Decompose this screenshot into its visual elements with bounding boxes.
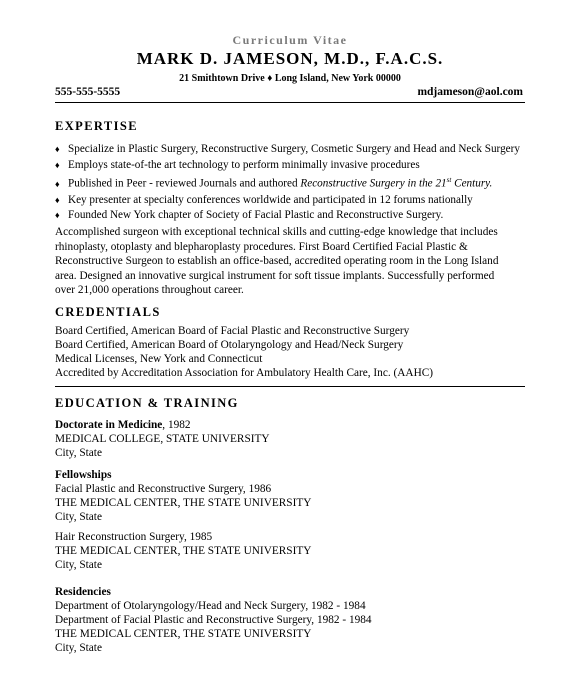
credentials-divider: [55, 386, 525, 387]
school-name: MEDICAL COLLEGE, STATE UNIVERSITY: [55, 433, 270, 445]
fellowships-title: Fellowships: [55, 469, 112, 481]
list-item: Accredited by Accreditation Association for Ambulatory Health Care, Inc. (AAHC): [55, 367, 434, 379]
list-item: Medical Licenses, New York and Connecticut: [55, 353, 263, 365]
cv-label: Curriculum Vitae: [232, 33, 348, 47]
address-city: Long Island, New York 00000: [274, 73, 401, 84]
fellowship-entry-2: Hair Reconstruction Surgery, 1985 THE MEDICAL CENTER, THE STATE UNIVERSITY City, State: [55, 531, 312, 571]
credentials-list: [55, 324, 525, 380]
list-item: ♦ Founded New York chapter of Society of Facial Plastic and Reconstructive Surgery.: [55, 208, 525, 224]
credentials-heading: CREDENTIALS: [55, 305, 161, 319]
list-item: ♦ Published in Peer - reviewed Journals and authored Reconstructive Surgery in the 21st Century.: [55, 173, 525, 192]
expertise-summary: Accomplished surgeon with exceptional technical skills and cutting-edge knowledge that includes rhinoplasty, otoplasty and blepharoplasty procedures. First Board Certified Facial Plastic & Reconstructive Surgeon to establish an office-based, accredited operating room in the Long Island area. Designed an innovative surgical instrument for soft tissue implants. Successfully performed over 21,000 operations throughout career.: [55, 226, 499, 296]
diamond-bullet-icon: ♦: [55, 178, 60, 189]
book-title: Reconstructive Surgery in the 21: [300, 177, 447, 190]
header-divider: [55, 102, 525, 103]
diamond-bullet-icon: ♦: [55, 194, 60, 205]
diamond-bullet-icon: ♦: [55, 144, 60, 154]
address-separator: ♦: [267, 73, 273, 84]
candidate-name: MARK D. JAMESON, M.D., F.A.C.S.: [136, 49, 444, 68]
residencies-entry: Residencies Department of Otolaryngology/Head and Neck Surgery, 1982 - 1984 Department of Facial Plastic and Reconstructive Surgery, 1982 - 1984 THE MEDICAL CENTER, THE STATE UNIVERSITY City, State: [55, 585, 525, 655]
education-heading: EDUCATION & TRAINING: [55, 396, 239, 410]
residencies-title: Residencies: [55, 586, 111, 598]
school-location: City, State: [55, 447, 102, 459]
degree-title: Doctorate in Medicine: [55, 419, 163, 431]
expertise-bullet-list: [55, 142, 525, 224]
address-street: 21 Smithtown Drive: [179, 73, 265, 84]
list-item: Board Certified, American Board of Facial Plastic and Reconstructive Surgery: [55, 325, 410, 337]
diamond-bullet-icon: ♦: [55, 159, 60, 170]
list-item: ♦ Key presenter at specialty conferences worldwide and participated in 12 forums nationally: [55, 193, 525, 209]
diamond-bullet-icon: ♦: [55, 210, 60, 221]
list-item: ♦ Employs state-of-the art technology to perform minimally invasive procedures: [55, 158, 525, 174]
address-line: [0, 73, 580, 84]
fellowships-entry: Fellowships Facial Plastic and Reconstructive Surgery, 1986 THE MEDICAL CENTER, THE STATE UNIVERSITY City, State: [55, 468, 525, 524]
doctorate-entry: Doctorate in Medicine, 1982 MEDICAL COLLEGE, STATE UNIVERSITY City, State: [55, 418, 525, 460]
list-item: ♦ Specialize in Plastic Surgery, Reconstructive Surgery, Cosmetic Surgery and Head and Neck Surgery: [55, 142, 525, 158]
email-address: mdjameson@aol.com: [417, 86, 523, 98]
list-item: Board Certified, American Board of Otolaryngology and Head/Neck Surgery: [55, 339, 404, 351]
expertise-heading: EXPERTISE: [55, 119, 139, 133]
phone-number: 555-555-5555: [55, 86, 121, 98]
